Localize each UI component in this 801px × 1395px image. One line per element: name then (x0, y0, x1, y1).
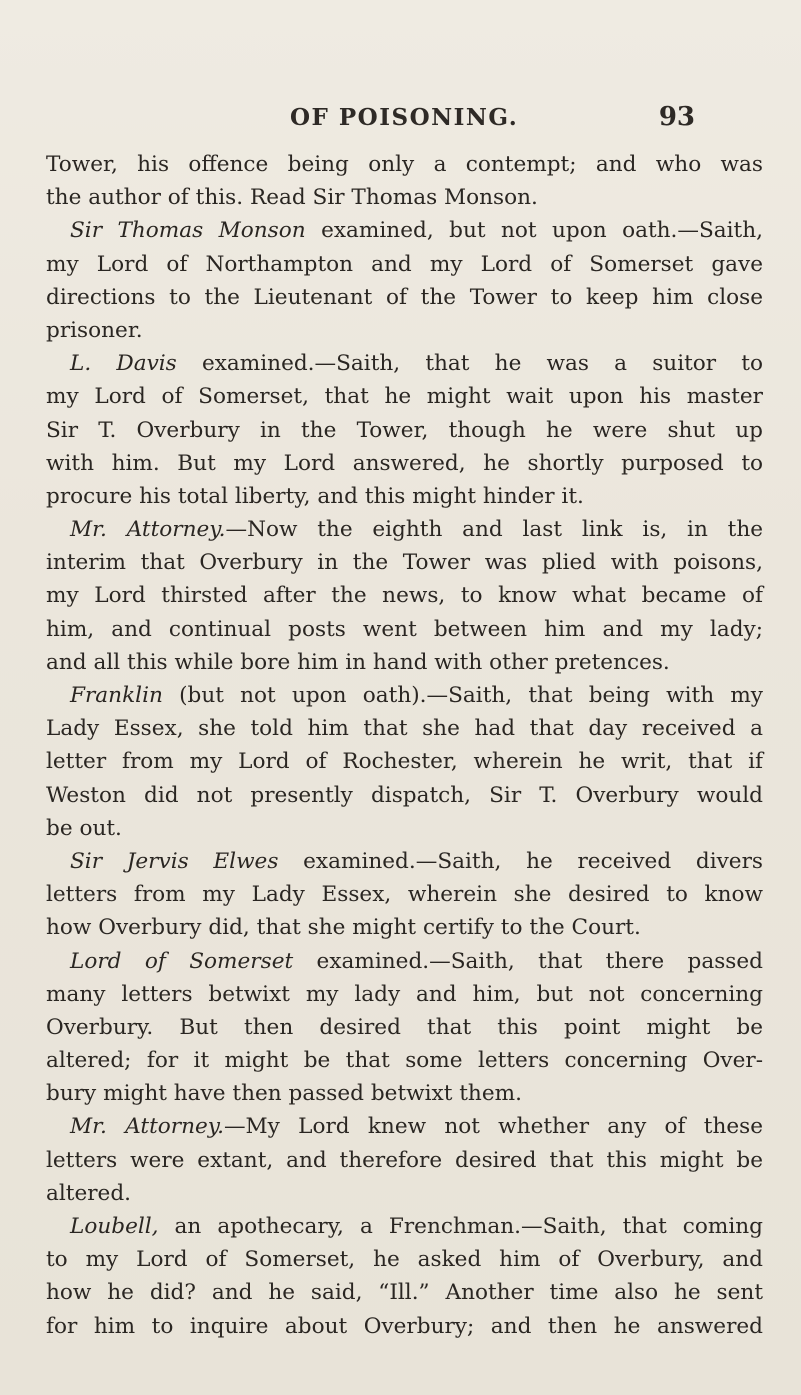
text-line (46, 1110, 763, 1143)
line-text: examined.—Saith, he received divers (278, 848, 763, 874)
text-line: letter from my Lord of Rochester, wherein he writ, that if (46, 749, 763, 775)
text-line: bury might have then passed betwixt them. (46, 1081, 522, 1107)
speaker-name: Mr. Attorney. (70, 517, 226, 543)
body-text (46, 148, 763, 1343)
text-line: my Lord of Northampton and my Lord of Somerset gave (46, 251, 763, 277)
text-line: to my Lord of Somerset, he asked him of Overbury, and (46, 1247, 763, 1273)
speaker-name: Sir Jervis Elwes (70, 848, 279, 874)
text-line: my Lord thirsted after the news, to know what became of (46, 583, 763, 609)
text-line (46, 845, 763, 878)
text-line: Sir T. Overbury in the Tower, though he were shut up (46, 417, 763, 443)
speaker-name: Franklin (70, 683, 163, 708)
running-head (0, 104, 801, 144)
text-line (46, 679, 763, 712)
line-text: examined.—Saith, that there passed (293, 948, 763, 974)
text-line: how Overbury did, that she might certify to the Court. (46, 915, 641, 941)
text-line: for him to inquire about Overbury; and then he answered (46, 1313, 763, 1339)
text-line: directions to the Lieutenant of the Tower to keep him close (46, 284, 763, 310)
text-line: and all this while bore him in hand with other pretences. (46, 649, 670, 675)
speaker-name: Mr. Attorney. (70, 1114, 224, 1140)
text-line (46, 945, 763, 978)
text-line (46, 513, 763, 546)
text-line: altered; for it might be that some letters concerning Over- (46, 1048, 763, 1074)
line-text: —My Lord knew not whether any of these (223, 1114, 763, 1140)
line-text: —Now the eighth and last link is, in the (225, 517, 764, 543)
line-text: (but not upon oath).—Saith, that being with my (162, 683, 763, 708)
text-line: interim that Overbury in the Tower was plied with poisons, (46, 550, 763, 576)
text-line: Tower, his offence being only a contempt; and who was (46, 152, 763, 177)
speaker-name: L. Davis (70, 351, 177, 377)
line-text: examined.—Saith, that he was a suitor to (176, 351, 763, 377)
text-line: altered. (46, 1180, 132, 1206)
running-head-title: OF POISONING. (290, 104, 519, 131)
text-line: the author of this. Read Sir Thomas Monson. (46, 185, 538, 211)
text-line: be out. (46, 815, 122, 841)
text-line: Overbury. But then desired that this point might be (46, 1014, 763, 1040)
speaker-name: Sir Thomas Monson (70, 218, 306, 244)
text-line: prisoner. (46, 317, 143, 343)
text-line: Weston did not presently dispatch, Sir T. Overbury would (46, 782, 763, 808)
line-text: examined, but not upon oath.—Saith, (305, 218, 764, 244)
text-line (46, 1210, 763, 1243)
text-line: Lady Essex, she told him that she had that day received a (46, 716, 763, 742)
text-line: procure his total liberty, and this might hinder it. (46, 483, 584, 509)
text-line: many letters betwixt my lady and him, but not concerning (46, 981, 763, 1007)
text-line: how he did? and he said, “Ill.” Another time also he sent (46, 1280, 763, 1306)
line-text: an apothecary, a Frenchman.—Saith, that coming (158, 1214, 763, 1239)
text-line (46, 347, 763, 380)
text-line: my Lord of Somerset, that he might wait upon his master (46, 384, 763, 410)
text-line (46, 214, 763, 247)
speaker-name: Lord of Somerset (70, 948, 294, 974)
text-line: letters from my Lady Essex, wherein she desired to know (46, 882, 763, 908)
text-line: letters were extant, and therefore desired that this might be (46, 1147, 763, 1173)
page-number: 93 (658, 102, 695, 132)
text-line: with him. But my Lord answered, he shortly purposed to (46, 450, 763, 476)
text-line: him, and continual posts went between him and my lady; (46, 616, 763, 642)
speaker-name: Loubell, (70, 1214, 159, 1239)
